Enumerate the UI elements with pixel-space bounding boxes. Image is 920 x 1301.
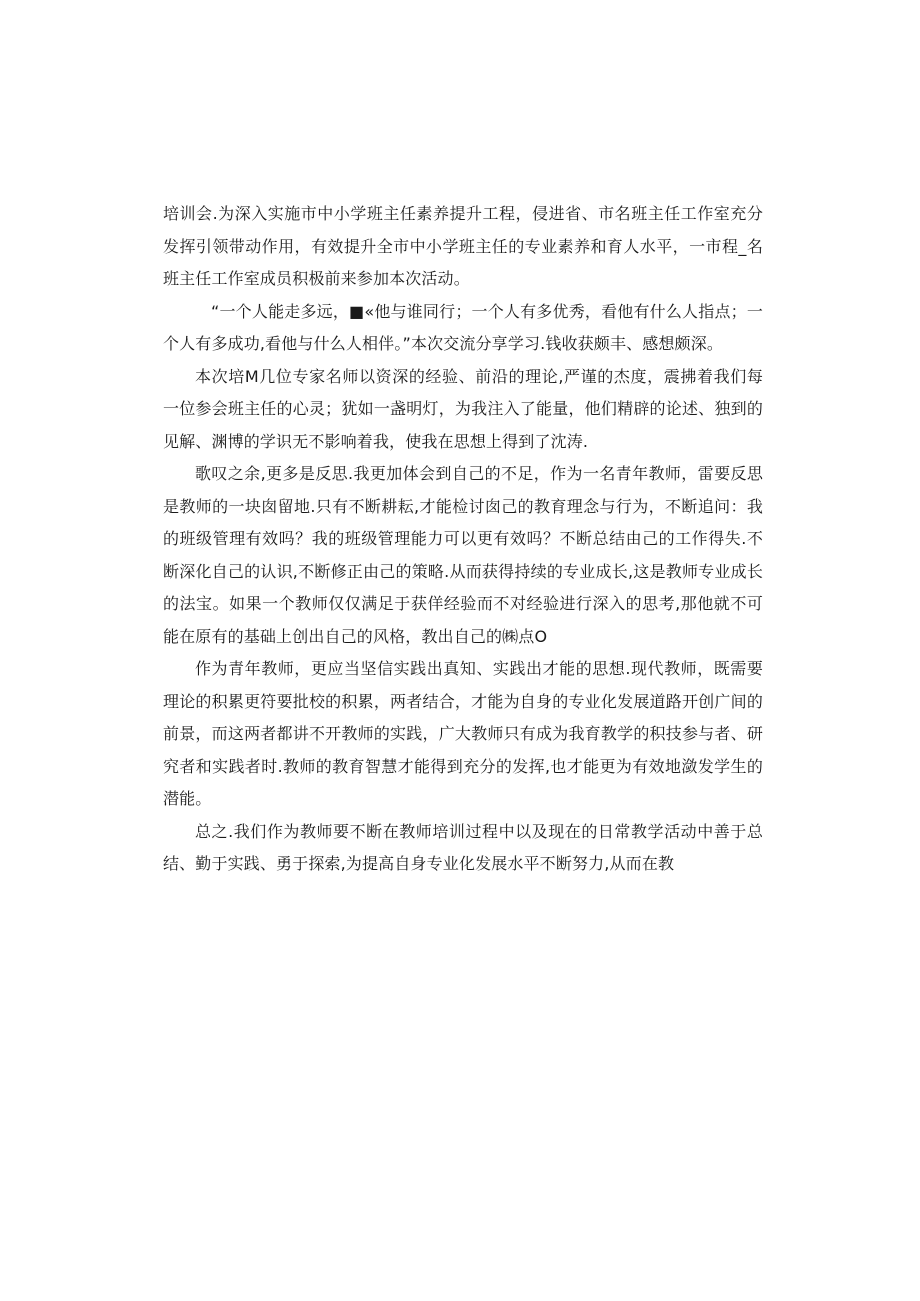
paragraph-conclusion: 总之.我们作为教师要不断在教师培训过程中以及现在的日常教学活动中善于总结、勤于实践、勇于探索,为提高自身专业化发展水平不断努力,从而在教 [163, 821, 763, 873]
paragraph-training-intro: 培训会.为深入实施市中小学班主任素养提升工程，侵进省、市名班主任工作室充分发挥引领带动作用，有效提升全市中小学班主任的专业素养和育人水平，一市程_名班主任工作室成员积极前来参加本次活动。 [163, 204, 763, 288]
paragraph-reflection: 歌叹之余,更多是反思.我更加体会到自己的不足，作为一名青年教师，雷要反思是教师的一块囱留地.只有不断耕耘,才能检讨囱己的教育理念与行为，不断追问：我的班级管理有效吗？我的班级管理能力可以更有效吗？不断总结由己的工作得失.不断深化自己的认识,不断修正由己的策略.从而获得持续的专业成长,这是教师专业成长的法宝。如果一个教师仅仅满足于获佯经验而不对经验进行深入的思考,那他就不可能在原有的基础上创出自己的风格，教出自己的㈱点O [163, 464, 763, 646]
document-body [163, 198, 763, 881]
paragraph-practice: 作为青年教师，更应当坚信实践出真知、实践出才能的思想.现代教师，既需要理论的积累更符要批校的积累，两者结合，才能为自身的专业化发展道路开创广间的前景，而这两者都讲不开教师的实践，广大教师只有成为我育教学的积技参与者、研究者和实践者时.教师的教育智慧才能得到充分的发挥,也才能更为有效地潋发学生的潜能。 [163, 659, 763, 808]
paragraph-quote: “一个人能走多远，■«他与谁同行；一个人有多优秀，看他有什么人指点；一个人有多成功,看他与什么人相伴。”本次交流分享学习.钱收获颇丰、感想颇深。 [163, 301, 763, 353]
paragraph-experts: 本次培M几位专家名师以资深的经验、前沿的理论,严谨的杰度，震拂着我们每一位参会班主任的心灵；犹如一盏明灯，为我注入了能量，他们精辟的论述、独到的见解、渊博的学识无不影响着我，使我在思想上得到了沈涛. [163, 366, 763, 451]
